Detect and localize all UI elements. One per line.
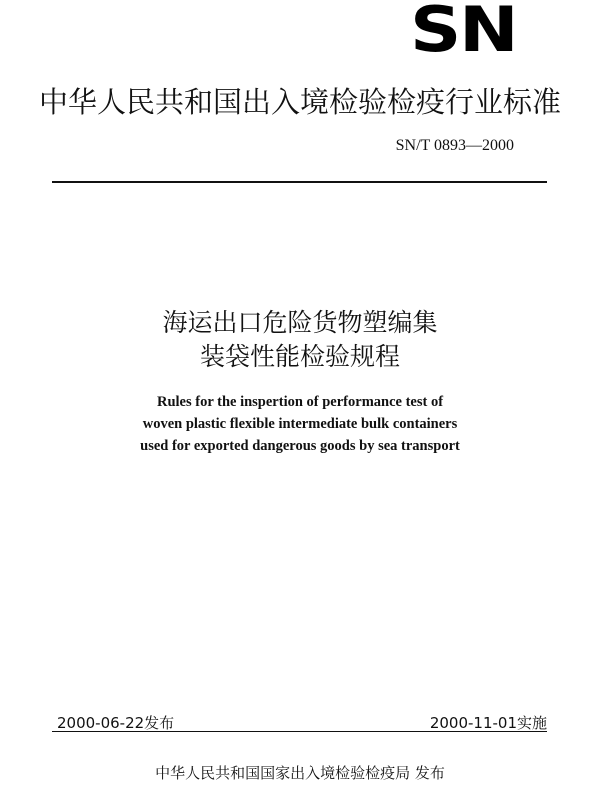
title-english-line-3: used for exported dangerous goods by sea transport [140, 438, 460, 454]
issue-date: 2000-06-22发布 [57, 714, 175, 732]
publisher: 中华人民共和国国家出入境检验检疫局 发布 [155, 764, 445, 782]
title-english-line-2: woven plastic flexible intermediate bulk containers [142, 416, 458, 432]
sn-logo: SN [410, 0, 517, 66]
organization-title: 中华人民共和国出入境检验检疫行业标准 [38, 85, 561, 119]
title-english-line-1: Rules for the inspertion of performance test of [156, 394, 444, 410]
title-chinese-line-2: 装袋性能检验规程 [199, 342, 400, 371]
header-divider [52, 181, 547, 183]
standard-number: SN/T 0893—2000 [395, 137, 514, 154]
footer-divider [52, 731, 547, 732]
title-chinese-line-1: 海运出口危险货物塑编集 [162, 308, 438, 337]
implementation-date: 2000-11-01实施 [429, 714, 547, 732]
